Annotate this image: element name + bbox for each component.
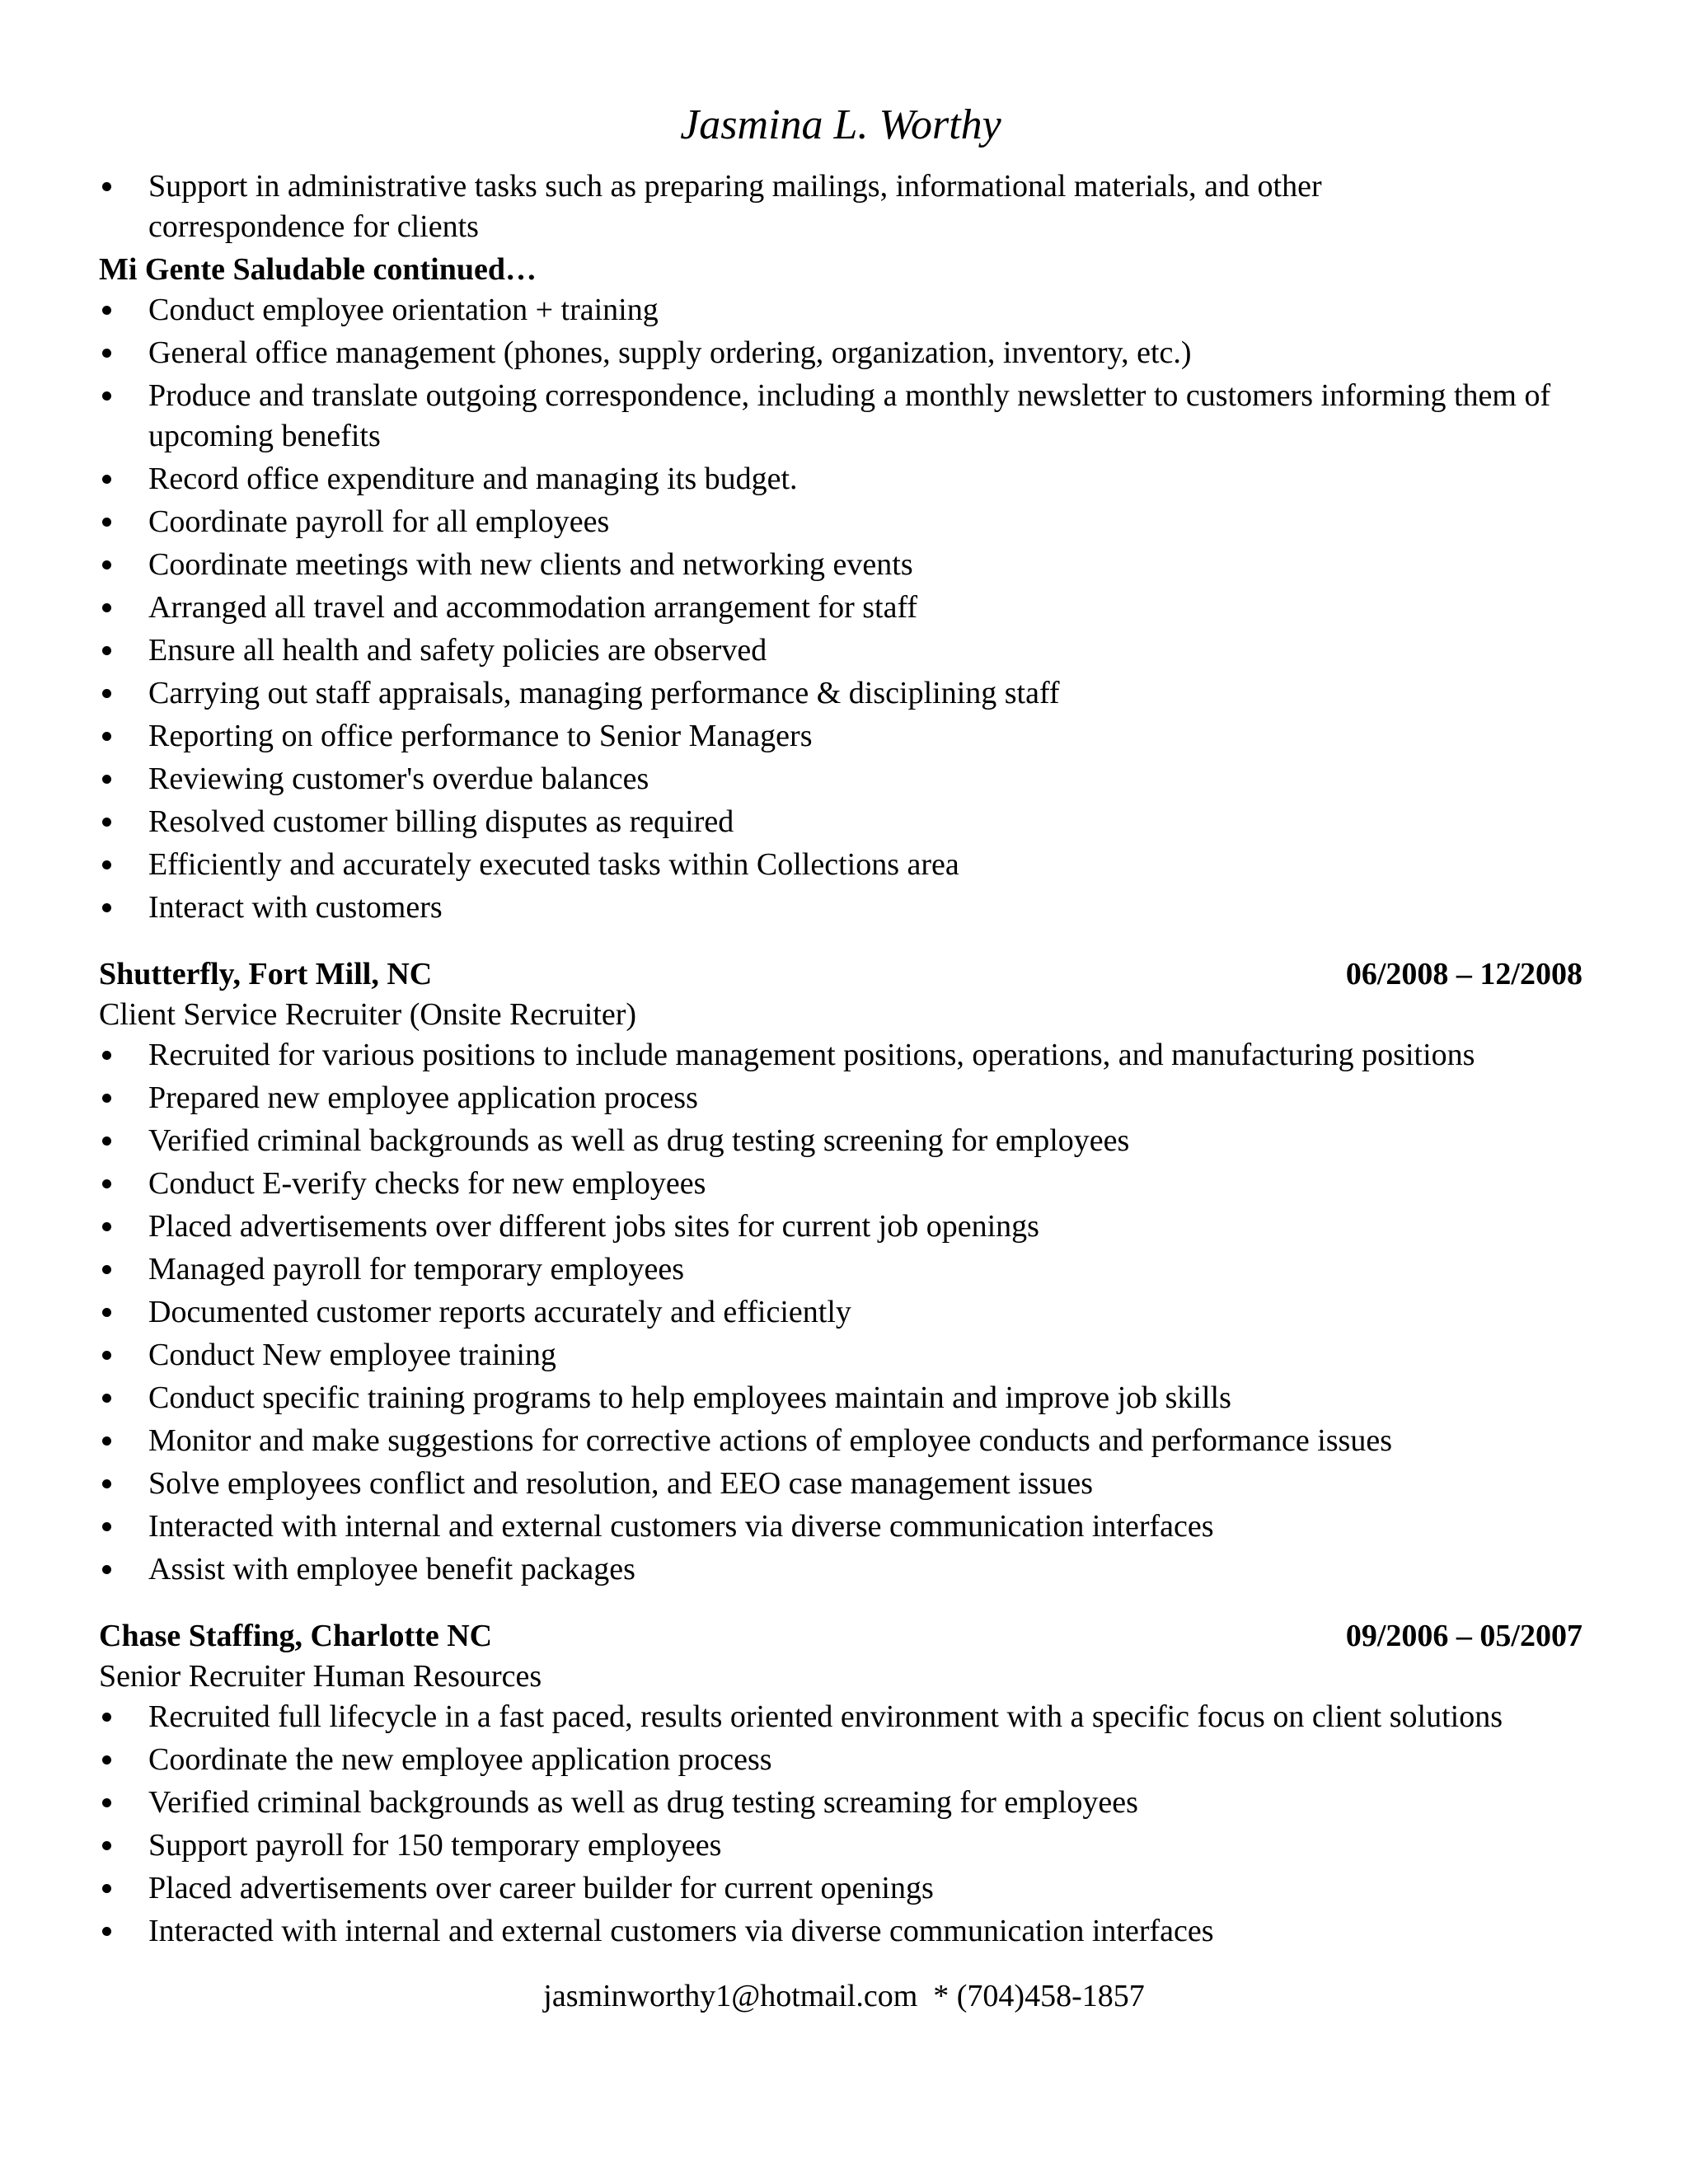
bullet-icon [102,1927,111,1936]
list-item: Support in administrative tasks such as preparing mailings, informational materials, and other correspondence for clients [99,166,1500,247]
bullet-icon [102,689,111,698]
list-item: Placed advertisements over career builder for current openings [99,1868,1582,1909]
contact-footer: jasminworthy1@hotmail.com * (704)458-1857 [543,1979,1145,2013]
bullet-icon [102,1137,111,1146]
list-item: Prepared new employee application process [99,1078,1582,1118]
list-item: General office management (phones, supply ordering, organization, inventory, etc.) [99,333,1582,373]
list-item: Interact with customers [99,888,1582,928]
list-item: Coordinate the new employee application process [99,1740,1582,1780]
list-item: Interacted with internal and external customers via diverse communication interfaces [99,1507,1582,1547]
bullet-icon [102,1265,111,1274]
bullet-icon [102,306,111,315]
list-item: Arranged all travel and accommodation arrangement for staff [99,588,1582,628]
list-item: Produce and translate outgoing correspondence, including a monthly newsletter to customers informing them of upcoming benefits [99,376,1615,457]
bullet-icon [102,603,111,612]
job-title: Client Service Recruiter (Onsite Recruiter) [99,997,637,1032]
bullet-icon [102,1522,111,1531]
list-item: Interacted with internal and external customers via diverse communication interfaces [99,1911,1582,1952]
bullet-icon [102,1884,111,1893]
bullet-icon [102,818,111,827]
shutterfly-bullet-list [99,1035,1582,1590]
list-item: Resolved customer billing disputes as required [99,802,1582,842]
list-item: Coordinate meetings with new clients and networking events [99,545,1582,585]
list-item: Assist with employee benefit packages [99,1549,1582,1590]
list-item: Reviewing customer's overdue balances [99,759,1582,799]
company-name: Chase Staffing, Charlotte NC [99,1619,493,1653]
employment-dates: 09/2006 – 05/2007 [1345,1619,1582,1653]
list-item: Conduct employee orientation + training [99,290,1582,330]
bullet-icon [102,391,111,401]
list-item: Record office expenditure and managing its budget. [99,459,1582,499]
bullet-icon [102,775,111,784]
job-title: Senior Recruiter Human Resources [99,1659,542,1694]
bullet-icon [102,349,111,358]
bullet-icon [102,903,111,912]
bullet-icon [102,1051,111,1060]
employment-dates: 06/2008 – 12/2008 [1345,957,1582,991]
company-name: Shutterfly, Fort Mill, NC [99,957,433,991]
bullet-icon [102,1755,111,1765]
candidate-name: Jasmina L. Worthy [680,101,1001,148]
bullet-icon [102,1436,111,1446]
bullet-icon [102,646,111,655]
list-item: Conduct specific training programs to help employees maintain and improve job skills [99,1378,1582,1418]
bullet-icon [102,475,111,484]
list-item: Placed advertisements over different jobs sites for current job openings [99,1207,1582,1247]
list-item: Support payroll for 150 temporary employees [99,1825,1582,1866]
bullet-icon [102,182,111,191]
list-item: Verified criminal backgrounds as well as drug testing screening for employees [99,1121,1582,1161]
mi-gente-bullet-list [99,290,1582,928]
bullet-icon [102,860,111,869]
job-header-chase [99,1616,1582,1657]
bullet-icon [102,1351,111,1360]
bullet-icon [102,1798,111,1807]
list-item: Efficiently and accurately executed tasks within Collections area [99,845,1582,885]
bullet-icon [102,1394,111,1403]
list-item: Documented customer reports accurately and efficiently [99,1292,1582,1333]
bullet-icon [102,1222,111,1231]
bullet-icon [102,560,111,569]
list-item: Conduct E-verify checks for new employees [99,1164,1582,1204]
job-header-shutterfly [99,954,1582,995]
bullet-icon [102,732,111,741]
section-heading-mi-gente: Mi Gente Saludable continued… [99,252,537,287]
bullet-icon [102,518,111,527]
bullet-icon [102,1713,111,1722]
list-item: Recruited for various positions to include management positions, operations, and manufacturing positions [99,1035,1582,1076]
bullet-icon [102,1841,111,1850]
list-item: Coordinate payroll for all employees [99,502,1582,542]
bullet-icon [102,1179,111,1188]
list-item: Carrying out staff appraisals, managing performance & disciplining staff [99,673,1582,714]
bullet-icon [102,1308,111,1317]
list-item: Verified criminal backgrounds as well as drug testing screaming for employees [99,1783,1582,1823]
bullet-icon [102,1094,111,1103]
list-item: Solve employees conflict and resolution, and EEO case management issues [99,1464,1582,1504]
chase-bullet-list [99,1697,1582,1952]
bullet-icon [102,1479,111,1488]
list-item: Managed payroll for temporary employees [99,1249,1582,1290]
list-item: Ensure all health and safety policies are observed [99,630,1582,671]
list-item: Recruited full lifecycle in a fast paced, results oriented environment with a specific focus on client solutions [99,1697,1582,1737]
list-item: Reporting on office performance to Senior Managers [99,716,1582,757]
list-item: Monitor and make suggestions for corrective actions of employee conducts and performance issues [99,1421,1582,1461]
intro-bullet-list [99,166,1582,247]
list-item: Conduct New employee training [99,1335,1582,1376]
bullet-icon [102,1565,111,1574]
